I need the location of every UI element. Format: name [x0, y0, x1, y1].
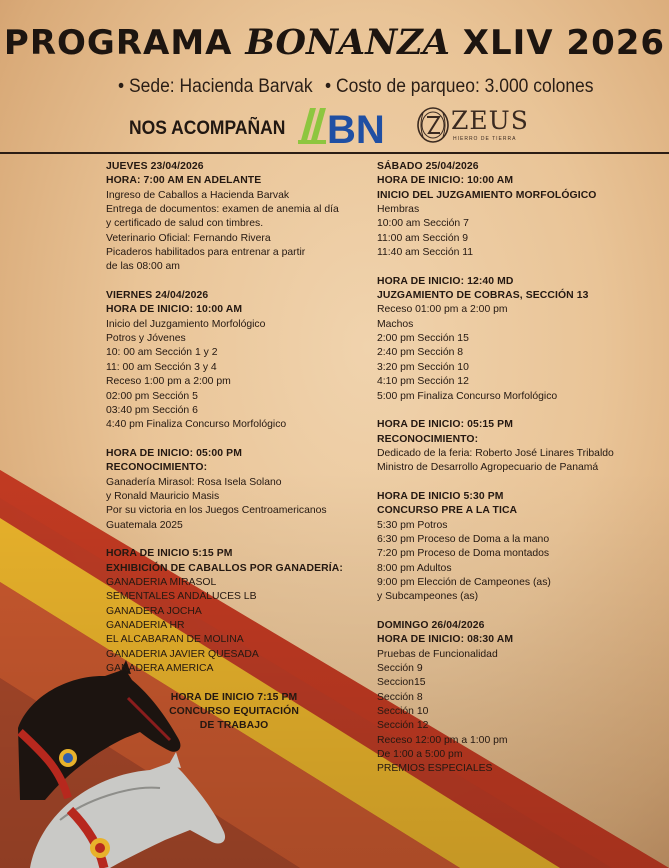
schedule-block-recognition-friday: [106, 447, 362, 533]
schedule-line: PREMIOS ESPECIALES: [377, 763, 493, 775]
schedule-line: 03:40 pm Sección 6: [106, 404, 198, 416]
title-programa: PROGRAMA: [3, 23, 233, 63]
schedule-line: Ingreso de Caballos a Hacienda Barvak: [106, 189, 290, 201]
venue-info: • Sede: Hacienda Barvak: [118, 76, 313, 97]
parking-info: • Costo de parqueo: 3.000 colones: [325, 76, 594, 97]
schedule-heading: JUZGAMIENTO DE COBRAS, SECCIÓN 13: [377, 290, 589, 302]
schedule-line: Entrega de documentos: examen de anemia al día: [106, 204, 339, 216]
schedule-heading: HORA: 7:00 AM EN ADELANTE: [106, 175, 262, 187]
schedule-heading: RECONOCIMIENTO:: [377, 433, 479, 445]
sponsors-label: NOS ACOMPAÑAN: [129, 118, 286, 139]
schedule-line: GANADERA AMERICA: [106, 663, 214, 675]
schedule-line: Sección 9: [377, 663, 423, 675]
schedule-line: Potros y Jóvenes: [106, 333, 186, 345]
schedule-block-cobras: [377, 275, 652, 404]
zeus-emblem-icon: [415, 105, 451, 145]
schedule-line: 5:00 pm Finaliza Concurso Morfológico: [377, 390, 558, 402]
schedule-heading: HORA DE INICIO 7:15 PM: [170, 691, 298, 703]
schedule-heading: DOMINGO 26/04/2026: [377, 620, 485, 631]
schedule-line: Sección 8: [377, 691, 423, 703]
schedule-line: y certificado de salud con timbres.: [106, 218, 264, 230]
schedule-line: 3:20 pm Sección 10: [377, 361, 469, 373]
schedule-heading: SÁBADO 25/04/2026: [377, 161, 479, 172]
left-schedule-column: [106, 160, 362, 748]
schedule-heading: JUEVES 23/04/2026: [106, 161, 204, 172]
schedule-heading: EXHIBICIÓN DE CABALLOS POR GANADERÍA:: [106, 562, 343, 574]
schedule-heading: HORA DE INICIO: 12:40 MD: [377, 275, 514, 287]
schedule-line: Receso 12:00 pm a 1:00 pm: [377, 734, 508, 746]
schedule-block-saturday: [377, 160, 652, 260]
zeus-logo-text: ZEUS: [451, 106, 529, 135]
schedule-heading: CONCURSO EQUITACIÓN: [169, 706, 299, 718]
schedule-block-work-riding: [146, 691, 322, 734]
schedule-block-recognition-saturday: [377, 418, 652, 475]
schedule-line: Por su victoria en los Juegos Centroamericanos: [106, 505, 327, 517]
zeus-logo-subtext: HIERRO DE TIERRA: [453, 136, 517, 142]
schedule-heading: VIERNES 24/04/2026: [106, 290, 209, 302]
schedule-line: 11:00 am Sección 9: [377, 232, 469, 244]
header: [0, 0, 669, 152]
schedule-line: Hembras: [377, 204, 420, 216]
schedule-line: GANADERIA HR: [106, 620, 185, 631]
schedule-line: Inicio del Juzgamiento Morfológico: [106, 318, 266, 330]
schedule-line: 11: 00 am Sección 3 y 4: [106, 361, 217, 373]
schedule-block-exhibition: [106, 547, 362, 676]
schedule-heading: INICIO DEL JUZGAMIENTO MORFOLÓGICO: [377, 189, 597, 201]
schedule-heading: HORA DE INICIO: 10:00 AM: [106, 304, 243, 316]
schedule-line: 8:00 pm Adultos: [377, 562, 452, 574]
page-title: [0, 22, 669, 63]
schedule-line: Ganadería Mirasol: Rosa Isela Solano: [106, 476, 282, 488]
zeus-logo: [413, 104, 529, 148]
schedule-line: 2:00 pm Sección 15: [377, 333, 469, 345]
bn-logo-icon: [296, 104, 396, 148]
schedule-line: 2:40 pm Sección 8: [377, 347, 464, 359]
header-divider: [0, 152, 669, 154]
schedule-heading: CONCURSO PRE A LA TICA: [377, 505, 518, 517]
schedule-heading: HORA DE INICIO 5:30 PM: [377, 490, 504, 502]
schedule-line: Ministro de Desarrollo Agropecuario de Panamá: [377, 462, 599, 474]
schedule-heading: HORA DE INICIO: 05:00 PM: [106, 447, 242, 459]
schedule-line: EL ALCABARAN DE MOLINA: [106, 634, 244, 646]
schedule-line: Pruebas de Funcionalidad: [377, 648, 498, 660]
schedule-heading: HORA DE INICIO: 08:30 AM: [377, 634, 514, 646]
schedule-block-sunday: [377, 619, 652, 777]
schedule-line: Picaderos habilitados para entrenar a partir: [106, 247, 306, 259]
schedule-heading: HORA DE INICIO: 10:00 AM: [377, 175, 514, 187]
schedule-line: De 1:00 a 5:00 pm: [377, 749, 463, 761]
schedule-line: Guatemala 2025: [106, 519, 183, 531]
schedule-block-friday: [106, 289, 362, 432]
schedule-line: Receso 1:00 pm a 2:00 pm: [106, 376, 231, 388]
schedule-line: Sección 12: [377, 720, 429, 732]
schedule-line: 9:00 pm Elección de Campeones (as): [377, 576, 551, 588]
schedule-heading: RECONOCIMIENTO:: [106, 462, 208, 474]
schedule-line: 4:10 pm Sección 12: [377, 376, 469, 388]
schedule-line: 11:40 am Sección 11: [377, 247, 474, 259]
title-bonanza: BONANZA: [245, 22, 450, 63]
schedule-line: Receso 01:00 pm a 2:00 pm: [377, 304, 508, 316]
bn-logo: [296, 104, 396, 148]
schedule-line: Seccion15: [377, 677, 426, 689]
title-edition: XLIV 2026: [462, 23, 666, 63]
schedule-line: y Subcampeones (as): [377, 591, 479, 603]
schedule-line: GANADERA JOCHA: [106, 605, 202, 617]
schedule-block-thursday: [106, 160, 362, 275]
schedule-line: Veterinario Oficial: Fernando Rivera: [106, 232, 271, 244]
schedule-line: y Ronald Mauricio Masis: [106, 490, 220, 502]
bn-logo-text: BN: [327, 108, 385, 148]
schedule-line: GANADERIA JAVIER QUESADA: [106, 648, 259, 660]
schedule-line: 7:20 pm Proceso de Doma montados: [377, 548, 550, 560]
right-schedule-column: [377, 160, 652, 791]
schedule-line: 02:00 pm Sección 5: [106, 390, 198, 402]
schedule-line: Dedicado de la feria: Roberto José Linares Tribaldo: [377, 447, 614, 459]
schedule-line: 10: 00 am Sección 1 y 2: [106, 347, 218, 359]
schedule-line: 5:30 pm Potros: [377, 519, 448, 531]
schedule-block-pre-tica: [377, 490, 652, 605]
schedule-line: GANADERIA MIRASOL: [106, 576, 217, 588]
schedule-line: SEMENTALES ANDALUCES LB: [106, 591, 257, 603]
schedule-heading: HORA DE INICIO 5:15 PM: [106, 548, 233, 560]
schedule-line: Machos: [377, 318, 414, 330]
schedule-heading: DE TRABAJO: [199, 720, 269, 732]
schedule-line: de las 08:00 am: [106, 261, 180, 273]
schedule-heading: HORA DE INICIO: 05:15 PM: [377, 419, 513, 431]
schedule-line: 4:40 pm Finaliza Concurso Morfológico: [106, 419, 287, 431]
schedule-line: 6:30 pm Proceso de Doma a la mano: [377, 533, 550, 545]
schedule-line: 10:00 am Sección 7: [377, 218, 469, 230]
schedule-line: Sección 10: [377, 706, 429, 718]
